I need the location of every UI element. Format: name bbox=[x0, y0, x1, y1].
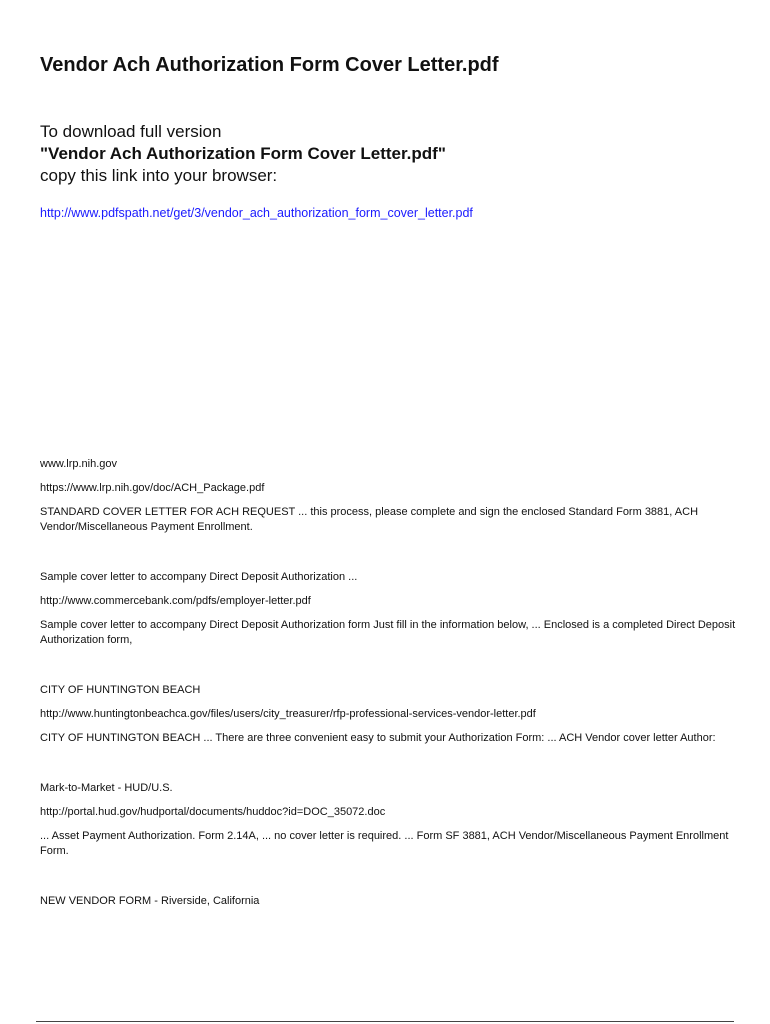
search-result-item bbox=[40, 683, 740, 746]
result-url: http://www.huntingtonbeachca.gov/files/users/city_treasurer/rfp-professional-services-vendor-letter.pdf bbox=[40, 708, 536, 720]
result-url: http://www.commercebank.com/pdfs/employer-letter.pdf bbox=[40, 595, 311, 607]
search-result-item bbox=[40, 781, 740, 859]
footer-divider bbox=[36, 1021, 734, 1022]
download-copy-instruction: copy this link into your browser: bbox=[40, 166, 278, 185]
result-snippet: CITY OF HUNTINGTON BEACH ... There are three convenient easy to submit your Authorization Form: ... ACH Vendor cover letter Author: bbox=[40, 732, 716, 744]
result-url: https://www.lrp.nih.gov/doc/ACH_Package.pdf bbox=[40, 482, 265, 494]
result-title: Sample cover letter to accompany Direct Deposit Authorization ... bbox=[40, 571, 358, 583]
result-title: NEW VENDOR FORM - Riverside, California bbox=[40, 895, 260, 907]
result-snippet: STANDARD COVER LETTER FOR ACH REQUEST ... this process, please complete and sign the enclosed Standard Form 3881, ACH Vendor/Miscellaneous Payment Enrollment. bbox=[40, 506, 699, 533]
result-snippet: ... Asset Payment Authorization. Form 2.14A, ... no cover letter is required. ... Form SF 3881, ACH Vendor/Miscellaneous Payment Enrollment Form. bbox=[40, 830, 729, 857]
result-title: CITY OF HUNTINGTON BEACH bbox=[40, 684, 201, 696]
page-title: Vendor Ach Authorization Form Cover Letter.pdf bbox=[40, 54, 499, 76]
download-file-name: "Vendor Ach Authorization Form Cover Letter.pdf" bbox=[40, 144, 446, 163]
result-snippet: Sample cover letter to accompany Direct Deposit Authorization form Just fill in the information below, ... Enclosed is a completed Direct Deposit Authorization form, bbox=[40, 619, 736, 646]
download-intro-text: To download full version bbox=[40, 122, 222, 141]
result-title: www.lrp.nih.gov bbox=[40, 458, 118, 470]
search-result-item bbox=[40, 570, 740, 648]
result-url: http://portal.hud.gov/hudportal/documents/huddoc?id=DOC_35072.doc bbox=[40, 806, 386, 818]
search-result-item bbox=[40, 457, 740, 535]
search-result-item bbox=[40, 894, 740, 909]
search-results-list bbox=[40, 457, 740, 944]
result-title: Mark-to-Market - HUD/U.S. bbox=[40, 782, 173, 794]
download-instructions bbox=[40, 121, 446, 187]
download-link[interactable]: http://www.pdfspath.net/get/3/vendor_ach_authorization_form_cover_letter.pdf bbox=[40, 206, 473, 220]
